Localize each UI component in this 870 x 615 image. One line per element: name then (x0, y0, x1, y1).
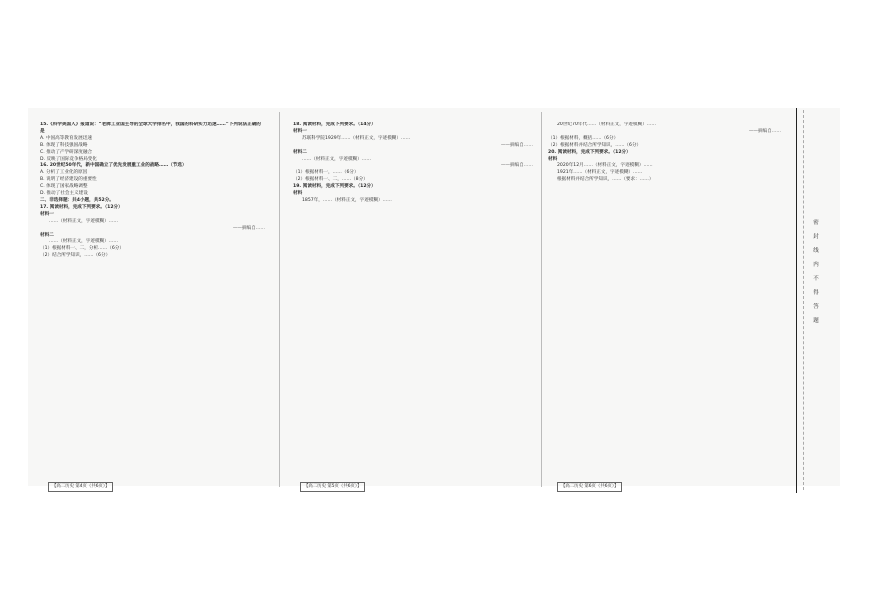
text-line: B. 体现了科技强国战略 (40, 142, 88, 148)
text-line: D. 反映了国际竞争格局变化 (40, 156, 97, 162)
question-heading: 材料 (548, 156, 558, 162)
text-line: ……（材料正文，字迹模糊）…… (49, 218, 118, 224)
binding-label: 密 封 线 内 不 得 答 题 (813, 220, 819, 324)
text-line: （1）根据材料一、二，分析……（6分） (40, 246, 124, 252)
question-heading: 材料二 (293, 149, 307, 155)
text-line: 20世纪70年代……（材料正文，字迹模糊）…… (557, 122, 656, 127)
question-heading: 16. 20世纪50年代，新中国确立了优先发展重工业的战略……（节选） (40, 163, 187, 169)
text-line: ……（材料正文，字迹模糊）…… (302, 156, 371, 162)
question-heading: 15.《科学美国人》报道说：“老牌工业国主导的全球大学排名中，我国的科研实力迅速……”下列说法正确的是 (40, 122, 261, 134)
page-divider (279, 112, 280, 487)
text-line: A. 分析了工业化的原因 (40, 170, 88, 176)
question-heading: 材料一 (40, 211, 54, 217)
page-divider (541, 112, 542, 487)
source-citation: ——摘编自…… (500, 142, 533, 148)
text-line: 根据材料并结合所学知识，……（要求：……） (557, 177, 654, 183)
binding-margin (796, 108, 839, 493)
question-heading: 二、非选择题：共4小题，共52分。 (40, 197, 114, 203)
page-footer: 【高二历史 第5页（共6页）】 (300, 482, 365, 492)
text-line: （2）根据材料一、二，……（8分） (293, 177, 368, 183)
text-line: 1921年……（材料正文，字迹模糊）…… (557, 170, 643, 176)
page-6-column (548, 122, 781, 482)
source-citation: ——摘编自…… (232, 225, 265, 231)
text-line: ……（材料正文，字迹模糊）…… (49, 239, 118, 245)
text-line: （2）根据材料并结合所学知识，……（6分） (548, 142, 642, 148)
text-line: （1）根据材料，概括……（6分） (548, 135, 619, 141)
question-heading: 19. 阅读材料，完成下列要求。（12分） (293, 184, 376, 190)
text-line: C. 体现了国家战略调整 (40, 184, 88, 190)
question-heading: 材料 (293, 191, 303, 197)
question-heading: 17. 阅读材料，完成下列要求。（12分） (40, 204, 123, 210)
text-line: 苏联科学院1929年……（材料正文，字迹模糊）…… (302, 135, 411, 141)
text-line: 1857年，……（材料正文，字迹模糊）…… (302, 197, 392, 203)
question-heading: 18. 阅读材料，完成下列要求。（14分） (293, 122, 376, 127)
text-line: B. 说明了经济建设的重要性 (40, 177, 97, 183)
source-citation: ——摘编自…… (500, 163, 533, 169)
question-heading: 材料二 (40, 232, 54, 238)
text-line: D. 推动了社会主义建设 (40, 191, 88, 197)
text-line: A. 中国高等教育发展迅速 (40, 135, 92, 141)
page-footer: 【高二历史 第4页（共6页）】 (48, 482, 113, 492)
text-line: C. 推动了产学研深度融合 (40, 149, 93, 155)
question-heading: 材料一 (293, 128, 307, 134)
page-footer: 【高二历史 第6页（共6页）】 (557, 482, 622, 492)
question-heading: 20. 阅读材料，完成下列要求。（12分） (548, 149, 631, 155)
text-line: 2020年12月……（材料正文，字迹模糊）…… (557, 163, 653, 169)
page-5-column (293, 122, 533, 482)
text-line: （1）根据材料一，……（6分） (293, 170, 359, 176)
text-line: （2）结合所学知识，……（6分） (40, 253, 111, 259)
source-citation: ——摘编自…… (748, 128, 781, 134)
page-4-column (40, 122, 265, 482)
